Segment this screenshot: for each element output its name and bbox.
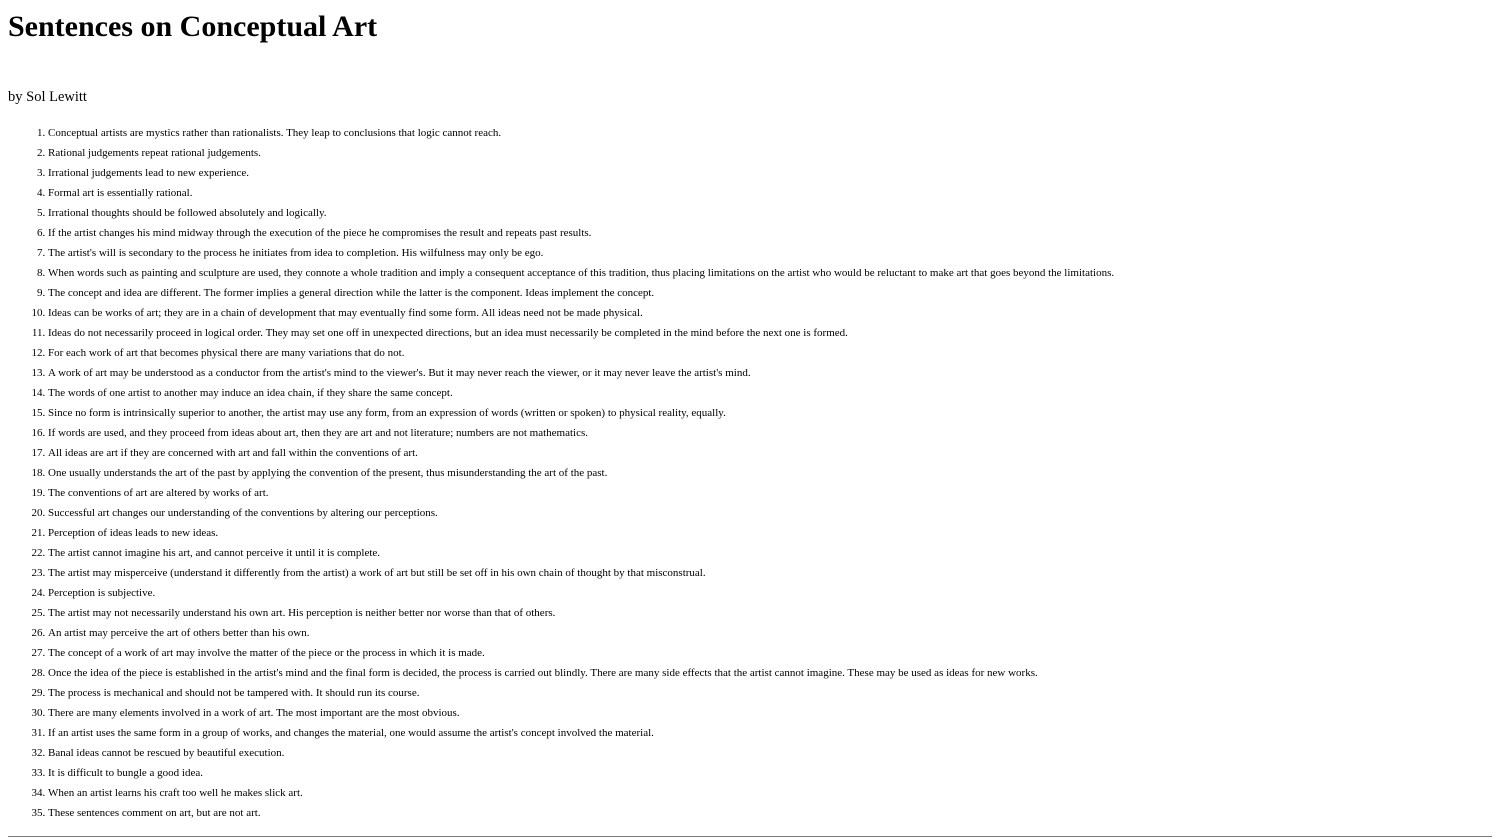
- sentence-item: 16. If words are used, and they proceed from ideas about art, then they are art and not literature; numbers are not mathematics.: [48, 423, 1500, 443]
- sentence-item: 15. Since no form is intrinsically superior to another, the artist may use any form, from an expression of words (written or spoken) to physical reality, equally.: [48, 403, 1500, 423]
- sentence-list: [0, 123, 1500, 823]
- sentence-item: 30. There are many elements involved in a work of art. The most important are the most obvious.: [48, 703, 1500, 723]
- sentence-item: 14. The words of one artist to another may induce an idea chain, if they share the same concept.: [48, 383, 1500, 403]
- sentence-item: 22. The artist cannot imagine his art, and cannot perceive it until it is complete.: [48, 543, 1500, 563]
- sentence-item: 4. Formal art is essentially rational.: [48, 183, 1500, 203]
- sentence-item: 2. Rational judgements repeat rational judgements.: [48, 143, 1500, 163]
- sentence-item: 29. The process is mechanical and should not be tampered with. It should run its course.: [48, 683, 1500, 703]
- sentence-item: 35. These sentences comment on art, but are not art.: [48, 803, 1500, 823]
- sentence-item: 17. All ideas are art if they are concerned with art and fall within the conventions of art.: [48, 443, 1500, 463]
- sentence-item: 13. A work of art may be understood as a conductor from the artist's mind to the viewer's. But it may never reach the viewer, or it may never leave the artist's mind.: [48, 363, 1500, 383]
- sentence-item: 20. Successful art changes our understanding of the conventions by altering our perceptions.: [48, 503, 1500, 523]
- sentence-item: 23. The artist may misperceive (understand it differently from the artist) a work of art but still be set off in his own chain of thought by that misconstrual.: [48, 563, 1500, 583]
- sentence-item: 32. Banal ideas cannot be rescued by beautiful execution.: [48, 743, 1500, 763]
- sentence-item: 25. The artist may not necessarily understand his own art. His perception is neither better nor worse than that of others.: [48, 603, 1500, 623]
- sentence-item: 34. When an artist learns his craft too well he makes slick art.: [48, 783, 1500, 803]
- sentence-item: 7. The artist's will is secondary to the process he initiates from idea to completion. His wilfulness may only be ego.: [48, 243, 1500, 263]
- sentence-item: 28. Once the idea of the piece is established in the artist's mind and the final form is decided, the process is carried out blindly. There are many side effects that the artist cannot imagine. These may be used as ideas for new works.: [48, 663, 1500, 683]
- sentence-item: 3. Irrational judgements lead to new experience.: [48, 163, 1500, 183]
- horizontal-rule: [8, 836, 1492, 837]
- author-byline: by Sol Lewitt: [8, 89, 87, 105]
- sentence-item: 24. Perception is subjective.: [48, 583, 1500, 603]
- sentence-item: 8. When words such as painting and sculpture are used, they connote a whole tradition and imply a consequent acceptance of this tradition, thus placing limitations on the artist who would be reluctant to make art that goes beyond the limitations.: [48, 263, 1500, 283]
- sentence-item: 1. Conceptual artists are mystics rather than rationalists. They leap to conclusions that logic cannot reach.: [48, 123, 1500, 143]
- sentence-item: 12. For each work of art that becomes physical there are many variations that do not.: [48, 343, 1500, 363]
- sentence-item: 27. The concept of a work of art may involve the matter of the piece or the process in which it is made.: [48, 643, 1500, 663]
- sentence-item: 31. If an artist uses the same form in a group of works, and changes the material, one would assume the artist's concept involved the material.: [48, 723, 1500, 743]
- page-title: Sentences on Conceptual Art: [8, 10, 378, 43]
- sentence-item: 5. Irrational thoughts should be followed absolutely and logically.: [48, 203, 1500, 223]
- sentence-item: 6. If the artist changes his mind midway through the execution of the piece he compromises the result and repeats past results.: [48, 223, 1500, 243]
- sentence-item: 21. Perception of ideas leads to new ideas.: [48, 523, 1500, 543]
- sentence-item: 10. Ideas can be works of art; they are in a chain of development that may eventually find some form. All ideas need not be made physical.: [48, 303, 1500, 323]
- sentence-item: 33. It is difficult to bungle a good idea.: [48, 763, 1500, 783]
- sentence-item: 19. The conventions of art are altered by works of art.: [48, 483, 1500, 503]
- sentence-item: 18. One usually understands the art of the past by applying the convention of the present, thus misunderstanding the art of the past.: [48, 463, 1500, 483]
- sentence-item: 11. Ideas do not necessarily proceed in logical order. They may set one off in unexpected directions, but an idea must necessarily be completed in the mind before the next one is formed.: [48, 323, 1500, 343]
- sentence-item: 26. An artist may perceive the art of others better than his own.: [48, 623, 1500, 643]
- sentence-item: 9. The concept and idea are different. The former implies a general direction while the latter is the component. Ideas implement the concept.: [48, 283, 1500, 303]
